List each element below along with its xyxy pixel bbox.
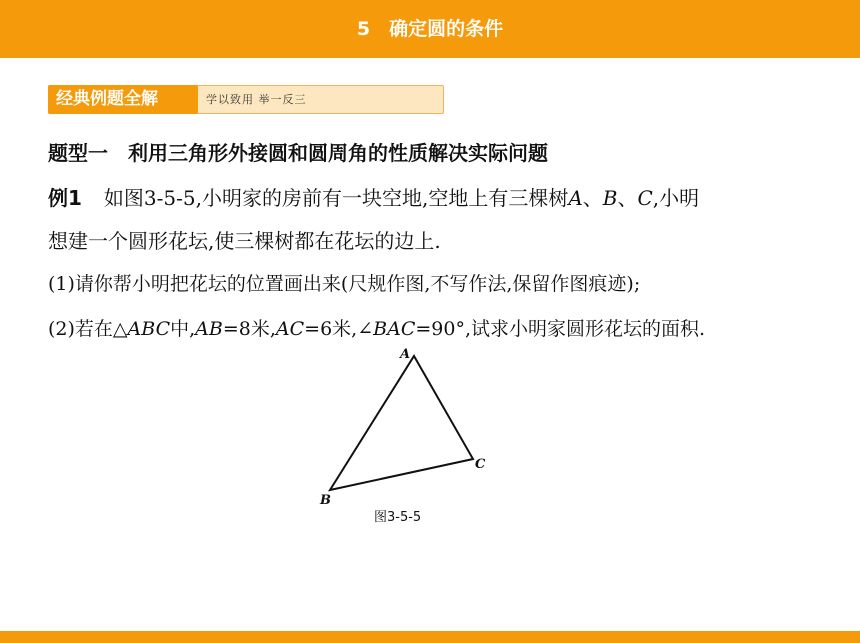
question-1: (1)请你帮小明把花坛的位置画出来(尺规作图,不写作法,保留作图痕迹); bbox=[48, 273, 641, 295]
example-label: 例1 bbox=[48, 186, 82, 210]
example-text: 如图3-5-5,小明家的房前有一块空地,空地上有三棵树 bbox=[103, 186, 569, 210]
section-tag-subtitle: 学以致用 举一反三 bbox=[206, 93, 307, 106]
triangle-name: ABC bbox=[127, 318, 171, 340]
tree-b: B bbox=[602, 186, 618, 210]
question-2 bbox=[48, 314, 705, 341]
example-line-2: 想建一个圆形花坛,使三棵树都在花坛的边上. bbox=[48, 229, 441, 253]
q2-text: (2)若在△ bbox=[48, 318, 128, 340]
q2-text: =6米,∠ bbox=[304, 318, 374, 340]
q2-text: =90°,试求小明家圆形花坛的面积. bbox=[415, 318, 706, 340]
label-b: B bbox=[320, 493, 331, 508]
section-tag bbox=[48, 85, 198, 114]
segment-ab: AB bbox=[195, 318, 223, 340]
header-bar bbox=[0, 0, 860, 58]
tree-a: A bbox=[568, 186, 583, 210]
label-a: A bbox=[400, 347, 411, 362]
question-type-heading: 题型一 利用三角形外接圆和圆周角的性质解决实际问题 bbox=[48, 141, 548, 165]
page-title: 5 确定圆的条件 bbox=[356, 18, 504, 40]
triangle-abc bbox=[330, 356, 473, 490]
separator: 、 bbox=[582, 186, 603, 210]
segment-ac: AC bbox=[275, 318, 305, 340]
triangle-figure bbox=[310, 338, 510, 508]
footer-bar bbox=[0, 631, 860, 643]
q2-text: =8米, bbox=[222, 318, 276, 340]
angle-bac: BAC bbox=[373, 318, 416, 340]
tree-c: C bbox=[637, 186, 653, 210]
example-text: ,小明 bbox=[652, 186, 700, 210]
q2-text: 中, bbox=[170, 318, 196, 340]
figure-caption: 图3-5-5 bbox=[374, 510, 422, 525]
section-tag-label: 经典例题全解 bbox=[56, 89, 158, 109]
separator: 、 bbox=[617, 186, 638, 210]
label-c: C bbox=[475, 457, 486, 472]
example-line-1 bbox=[48, 182, 699, 211]
